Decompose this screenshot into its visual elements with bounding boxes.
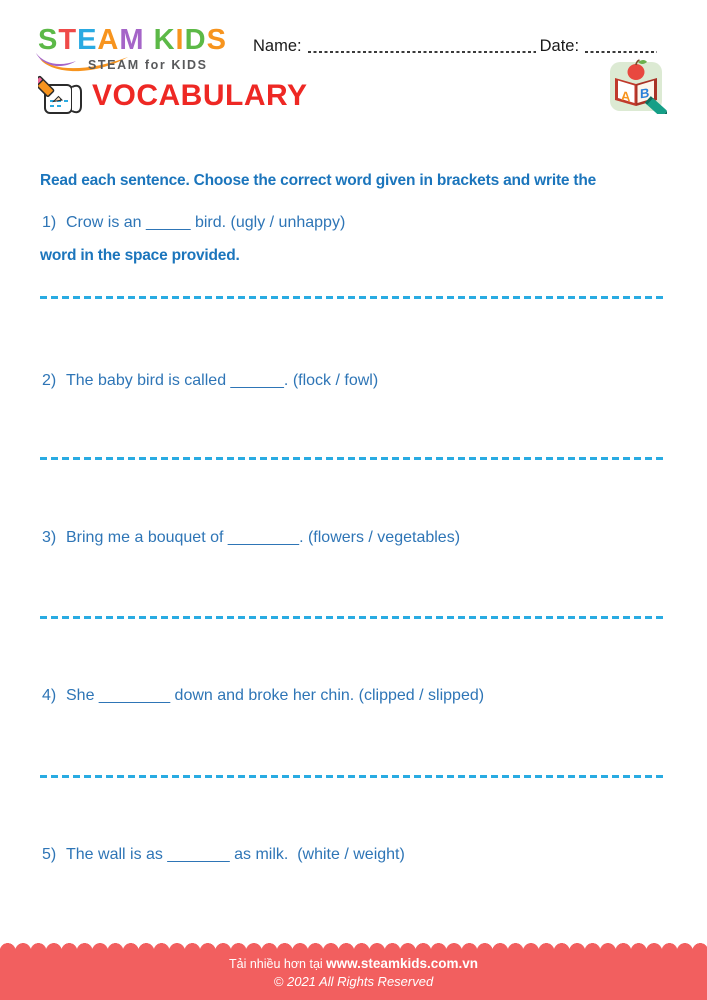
svg-text:B: B	[640, 85, 650, 102]
question-3	[42, 526, 672, 550]
question-number: 5)	[42, 846, 57, 863]
question-1	[42, 211, 672, 235]
book-apple-pencil-icon	[607, 56, 667, 114]
footer-url[interactable]: www.steamkids.com.vn	[326, 956, 478, 971]
name-date-row	[253, 34, 667, 56]
name-field-line[interactable]	[308, 51, 536, 53]
question-2	[42, 369, 672, 393]
question-text: Bring me a bouquet of ________. (flowers / vegetables)	[66, 529, 461, 546]
question-number: 3)	[42, 529, 57, 546]
question-number: 2)	[42, 372, 57, 389]
logo-letter: S	[38, 24, 59, 56]
footer-prefix: Tải nhiều hơn tại	[229, 957, 327, 971]
instructions-line1: Read each sentence. Choose the correct word given in brackets and write the	[40, 172, 597, 189]
logo-letter: S	[206, 24, 227, 56]
question-text: She ________ down and broke her chin. (clipped / slipped)	[66, 687, 485, 704]
logo-letter: I	[175, 24, 185, 56]
question-text: The wall is as _______ as milk. (white / weight)	[66, 846, 405, 863]
question-text: The baby bird is called ______. (flock / fowl)	[66, 372, 379, 389]
logo-letter	[145, 24, 154, 56]
name-label: Name:	[253, 37, 302, 55]
logo-letter: K	[153, 24, 176, 56]
answer-line-4[interactable]	[40, 775, 667, 778]
question-5	[42, 843, 672, 867]
answer-line-1[interactable]	[40, 296, 667, 299]
logo-letter: T	[58, 24, 78, 56]
logo-letter: D	[184, 24, 207, 56]
logo-letter: A	[97, 24, 120, 56]
footer-download-text	[0, 950, 707, 971]
logo-letter: M	[119, 24, 145, 56]
logo-letter: E	[77, 24, 98, 56]
question-number: 1)	[42, 214, 57, 231]
answer-line-2[interactable]	[40, 457, 667, 460]
date-label: Date:	[539, 37, 580, 55]
question-number: 4)	[42, 687, 57, 704]
date-field-line[interactable]	[585, 51, 657, 53]
footer	[0, 950, 707, 1000]
scroll-pencil-icon	[38, 74, 86, 118]
instructions-line2: word in the space provided.	[40, 247, 240, 264]
logo-tagline: STEAM for KIDS	[88, 58, 208, 72]
answer-line-3[interactable]	[40, 616, 667, 619]
svg-text:A: A	[621, 88, 631, 105]
question-text: Crow is an _____ bird. (ugly / unhappy)	[66, 214, 346, 231]
question-4	[42, 684, 672, 708]
footer-copyright: © 2021 All Rights Reserved	[273, 974, 434, 989]
page-title: VOCABULARY	[92, 79, 308, 112]
